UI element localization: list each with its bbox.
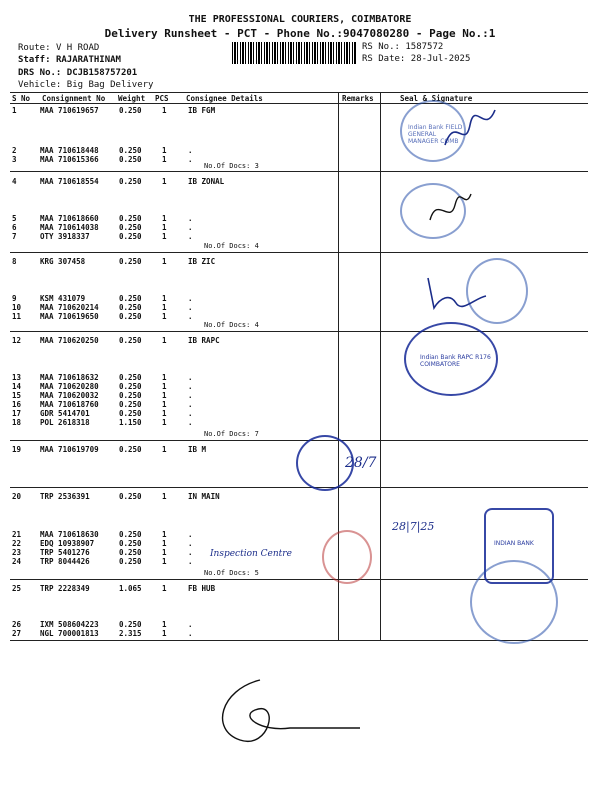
row-weight: 0.250 [119,445,142,454]
indian-bank-stamp [404,322,498,396]
docs-value: 4 [254,321,259,329]
row-consignment-no: KRG 307458 [40,257,86,266]
row-consignee: . [188,373,193,382]
signature [200,670,370,760]
row-consignee: IN MAIN [188,492,220,501]
row-consignee: . [188,155,193,164]
docs-label: No.Of Docs: [204,242,251,250]
row-consignee: . [188,214,193,223]
row-consignee: . [188,382,193,391]
row-pcs: 1 [162,530,167,539]
row-consignment-no: MAA 710620280 [40,382,99,391]
row-consignee: . [188,409,193,418]
row-sno: 25 [12,584,22,593]
row-weight: 0.250 [119,492,142,501]
row-consignee: . [188,303,193,312]
row-pcs: 1 [162,492,167,501]
row-consignment-no: POL 2618318 [40,418,90,427]
row-sno: 15 [12,391,22,400]
row-consignee: IB M [188,445,207,454]
row-weight: 0.250 [119,620,142,629]
row-consignee: . [188,294,193,303]
row-pcs: 1 [162,391,167,400]
staff-value: RAJARATHINAM [55,55,121,65]
row-consignment-no: MAA 710614038 [40,223,99,232]
group-rule [10,487,588,488]
row-consignee: IB RAPC [188,336,220,345]
stamp-text: Indian Bank FIELD GENERAL MANAGER COMB [408,124,463,145]
rs-no-label: RS No.: [362,42,400,52]
row-sno: 2 [12,146,17,155]
row-consignment-no: MAA 710618630 [40,530,99,539]
row-weight: 0.250 [119,312,142,321]
row-consignment-no: IXM 508604223 [40,620,99,629]
docs-label: No.Of Docs: [204,569,251,577]
row-weight: 0.250 [119,557,142,566]
row-sno: 21 [12,530,22,539]
row-sno: 26 [12,620,22,629]
drs-line [18,68,137,78]
col-sno: S No [12,94,31,103]
row-consignment-no: TRP 8044426 [40,557,90,566]
row-consignee: . [188,620,193,629]
row-sno: 13 [12,373,22,382]
docs-value: 7 [254,430,259,438]
row-pcs: 1 [162,146,167,155]
col-consignee: Consignee Details [186,94,263,103]
row-sno: 12 [12,336,22,345]
row-consignment-no: KSM 431079 [40,294,86,303]
row-weight: 0.250 [119,294,142,303]
row-consignment-no: TRP 5401276 [40,548,90,557]
docs-label: No.Of Docs: [204,430,251,438]
row-consignment-no: MAA 710618632 [40,373,99,382]
rs-date-value: 28-Jul-2025 [410,54,471,64]
rs-no-line [362,42,443,52]
row-consignment-no: MAA 710618660 [40,214,99,223]
row-pcs: 1 [162,177,167,186]
row-consignment-no: NGL 700001813 [40,629,99,638]
row-consignee: . [188,629,193,638]
row-pcs: 1 [162,294,167,303]
row-sno: 8 [12,257,17,266]
rs-date-label: RS Date: [362,54,406,64]
row-pcs: 1 [162,303,167,312]
row-weight: 0.250 [119,177,142,186]
staff-label: Staff: [18,55,51,65]
row-sno: 19 [12,445,22,454]
row-consignee: . [188,539,193,548]
row-weight: 0.250 [119,303,142,312]
row-consignment-no: MAA 710620250 [40,336,99,345]
row-weight: 1.150 [119,418,142,427]
row-pcs: 1 [162,312,167,321]
row-consignment-no: GDR 5414701 [40,409,90,418]
seal-divider [380,92,381,640]
col-seal: Seal & Signature [400,94,473,103]
signature-mark [425,190,475,230]
row-consignment-no: TRP 2228349 [40,584,90,593]
row-sno: 18 [12,418,22,427]
row-sno: 11 [12,312,22,321]
row-sno: 16 [12,400,22,409]
row-pcs: 1 [162,257,167,266]
row-consignment-no: MAA 710615366 [40,155,99,164]
row-weight: 0.250 [119,373,142,382]
row-pcs: 1 [162,445,167,454]
vehicle-label: Vehicle: [18,80,62,90]
row-weight: 0.250 [119,391,142,400]
row-sno: 17 [12,409,22,418]
row-pcs: 1 [162,214,167,223]
row-consignee: . [188,391,193,400]
row-pcs: 1 [162,418,167,427]
row-weight: 0.250 [119,223,142,232]
red-ink-stamp [322,530,372,584]
row-weight: 0.250 [119,146,142,155]
docs-count [204,162,259,170]
row-consignment-no: MAA 710618760 [40,400,99,409]
row-weight: 0.250 [119,409,142,418]
row-consignee: . [188,557,193,566]
row-pcs: 1 [162,223,167,232]
row-sno: 23 [12,548,22,557]
col-pcs: PCS [155,94,169,103]
docs-count [204,321,259,329]
row-sno: 6 [12,223,17,232]
row-sno: 22 [12,539,22,548]
row-consignment-no: MAA 710619709 [40,445,99,454]
row-pcs: 1 [162,382,167,391]
row-consignment-no: MAA 710620214 [40,303,99,312]
row-pcs: 1 [162,584,167,593]
row-sno: 24 [12,557,22,566]
handwritten-date: 28|7|25 [392,520,435,533]
stamp-text: INDIAN BANK [494,540,534,547]
row-weight: 0.250 [119,214,142,223]
row-sno: 4 [12,177,17,186]
table-header-rule [10,103,588,104]
row-pcs: 1 [162,548,167,557]
row-consignee: IB FGM [188,106,216,115]
vehicle-line [18,80,153,90]
signature-mark [440,105,500,155]
row-consignee: . [188,530,193,539]
docs-value: 5 [254,569,259,577]
row-sno: 27 [12,629,22,638]
row-pcs: 1 [162,336,167,345]
row-consignee: . [188,400,193,409]
faded-stamp [470,560,558,644]
docs-label: No.Of Docs: [204,321,251,329]
group-rule [10,440,588,441]
docs-count [204,242,259,250]
row-pcs: 1 [162,155,167,164]
row-sno: 14 [12,382,22,391]
row-sno: 20 [12,492,22,501]
route-line [18,43,99,53]
row-pcs: 1 [162,539,167,548]
stamp-text: Indian Bank RAPC R176 COIMBATORE [420,354,491,368]
table-top-rule [10,92,588,93]
staff-line [18,55,121,65]
docs-value: 3 [254,162,259,170]
row-pcs: 1 [162,373,167,382]
row-pcs: 1 [162,409,167,418]
col-weight: Weight [118,94,146,103]
row-sno: 3 [12,155,17,164]
row-weight: 0.250 [119,539,142,548]
row-weight: 1.065 [119,584,142,593]
row-consignment-no: MAA 710619657 [40,106,99,115]
row-pcs: 1 [162,232,167,241]
row-consignee: IB ZONAL [188,177,225,186]
row-weight: 0.250 [119,548,142,557]
drs-label: DRS No.: [18,68,62,78]
row-sno: 1 [12,106,17,115]
row-consignee: . [188,418,193,427]
row-weight: 2.315 [119,629,142,638]
row-weight: 0.250 [119,232,142,241]
barcode [232,42,356,64]
row-weight: 0.250 [119,106,142,115]
row-consignee: . [188,548,193,557]
row-pcs: 1 [162,629,167,638]
row-weight: 0.250 [119,155,142,164]
row-weight: 0.250 [119,382,142,391]
route-value: V H ROAD [55,43,100,53]
row-weight: 0.250 [119,257,142,266]
row-consignment-no: TRP 2536391 [40,492,90,501]
company-title: THE PROFESSIONAL COURIERS, COIMBATORE [188,14,412,25]
col-remarks: Remarks [342,94,374,103]
rs-no-value: 1587572 [405,42,444,52]
row-pcs: 1 [162,106,167,115]
row-sno: 10 [12,303,22,312]
drs-value: DCJB158757201 [66,68,138,78]
docs-label: No.Of Docs: [204,162,251,170]
group-rule [10,331,588,332]
handwritten-date: 28/7 [345,455,377,471]
row-consignment-no: OTY 3918337 [40,232,90,241]
row-pcs: 1 [162,557,167,566]
row-consignment-no: EDQ 10938907 [40,539,95,548]
row-consignment-no: MAA 710618554 [40,177,99,186]
runsheet-subtitle: Delivery Runsheet - PCT - Phone No.:9047080280 - Page No.:1 [104,27,496,40]
signature-mark [420,268,490,318]
docs-value: 4 [254,242,259,250]
row-consignee: . [188,146,193,155]
group-rule [10,252,588,253]
row-consignment-no: MAA 710619650 [40,312,99,321]
row-consignee: FB HUB [188,584,216,593]
route-label: Route: [18,43,51,53]
row-sno: 9 [12,294,17,303]
col-consignment: Consignment No [42,94,106,103]
group-rule [10,171,588,172]
row-consignment-no: MAA 710620032 [40,391,99,400]
row-pcs: 1 [162,400,167,409]
row-weight: 0.250 [119,336,142,345]
rs-date-line [362,54,470,64]
row-consignee: . [188,312,193,321]
row-consignee: . [188,223,193,232]
vehicle-value: Big Bag Delivery [66,80,154,90]
row-pcs: 1 [162,620,167,629]
inspection-note: Inspection Centre [210,549,292,559]
row-sno: 7 [12,232,17,241]
docs-count [204,430,259,438]
row-consignment-no: MAA 710618448 [40,146,99,155]
row-weight: 0.250 [119,400,142,409]
row-sno: 5 [12,214,17,223]
row-consignee: IB ZIC [188,257,216,266]
row-consignee: . [188,232,193,241]
docs-count [204,569,259,577]
row-weight: 0.250 [119,530,142,539]
